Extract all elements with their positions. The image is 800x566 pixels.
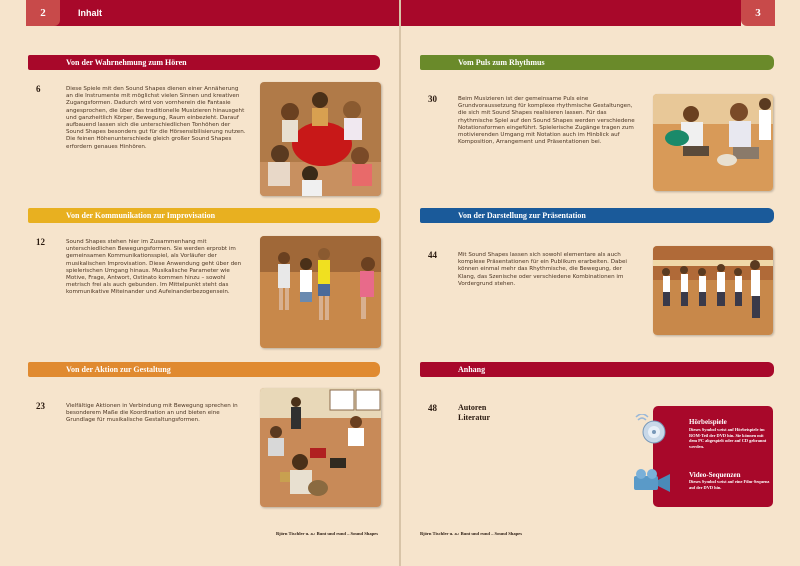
photo-children-performance [653, 246, 773, 335]
video-camera-icon [632, 468, 672, 494]
page-title: Inhalt [78, 8, 102, 18]
photo-children-circle [260, 82, 381, 196]
section-page-number: 48 [428, 403, 437, 413]
audio-legend-text: Dieses Symbol weist auf Hörbeispiele im ROM-Teil der DVD hin. Sie können mit dem PC abgespielt oder auf CD gebrannt werden. [689, 427, 767, 449]
toc-entry-autoren: Autoren [458, 403, 487, 412]
photo-children-drums [653, 94, 773, 191]
video-legend-title: Video-Sequenzen [689, 471, 741, 479]
header-bar-right [401, 0, 741, 26]
section-description: Sound Shapes stehen hier im Zusammenhang mit unterschiedlichen Bewegungsformen. Sie werden erprobt im gemeinsamen Kommunikationsspiel, als Vorläufer der musikalischen Improvisation. Diese Anwendung geht über den spielerischen Umgang hinaus. Musikalische Parameter wie Motive, Frage, Antwort, Ostinato kommen hinzu – sowohl metrisch frei als auch gebunden. Im Mittelpunkt steht das kommunikative Miteinander und Aufeinanderbezogensein. [66, 239, 242, 296]
section-bar-puls: Vom Puls zum Rhythmus [420, 55, 774, 70]
footer-right: Björn Tischler u. a.: Bunt und rund – Sound Shapes [420, 531, 522, 536]
section-description: Mit Sound Shapes lassen sich sowohl elementare als auch komplexe Präsentationen für ein Publikum erarbeiten. Dabei können einmal mehr das Rhythmische, die Bewegung, der Klang, das Szenische oder verschiedene Kombinationen im Vordergrund stehen. [458, 252, 627, 287]
left-page-number: 2 [26, 0, 60, 26]
section-page-number: 23 [36, 401, 45, 411]
section-description: Beim Musizieren ist der gemeinsame Puls eine Grundvoraussetzung für komplexe rhythmische Gestaltungen, die sich mit Sound Shapes realisieren lassen. Für das rhythmische Spiel auf den Sound Shapes werden verschiedene Notationsformen eingeführt. Spielerische Zugänge tragen zum motivierenden Umgang mit Notation auch im Hinblick auf Komposition, Arrangement und Präsentationen bei. [458, 96, 635, 146]
footer-left: Björn Tischler u. a.: Bunt und rund – Sound Shapes [276, 531, 378, 536]
page-gutter [399, 0, 401, 566]
section-description: Diese Spiele mit den Sound Shapes dienen einer Annäherung an die Instrumente mit möglichst vielen Sinnen und kreativen Zugangsformen. Dadurch wird von vornherein die Fantasie angesprochen, die über das traditionelle Musizieren hinausgeht und ganzheitlich Körper, Bewegung, Raum einbezieht. Darauf aufbauend lassen sich die unterschiedlichen Tonhöhen der Sound Shapes besonders gut für die Hörsensibilisierung nutzen. Die feinen Höhenunterschiede gleich großer Sound Shapes erfordern genaues Hinhören. [66, 86, 246, 150]
section-bar-anhang: Anhang [420, 362, 774, 377]
section-page-number: 44 [428, 250, 437, 260]
section-bar-kommunikation: Von der Kommunikation zur Improvisation [28, 208, 380, 223]
video-legend-text: Dieses Symbol weist auf eine Film-Sequenz auf der DVD hin. [689, 479, 770, 490]
audio-legend-title: Hörbeispiele [689, 418, 727, 426]
toc-entry-literatur: Literatur [458, 413, 490, 422]
section-bar-wahrnehmung: Von der Wahrnehmung zum Hören [28, 55, 380, 70]
section-bar-aktion: Von der Aktion zur Gestaltung [28, 362, 380, 377]
cd-sound-icon [634, 414, 670, 446]
section-page-number: 12 [36, 237, 45, 247]
photo-children-standing [260, 236, 381, 348]
section-description: Vielfältige Aktionen in Verbindung mit Bewegung sprechen in besonderem Maße die Koordination an und bieten eine Grundlage für musikalische Gestaltungsformen. [66, 403, 238, 424]
section-page-number: 30 [428, 94, 437, 104]
section-page-number: 6 [36, 84, 41, 94]
photo-children-floor [260, 388, 381, 507]
right-page-number: 3 [741, 0, 775, 26]
section-bar-darstellung: Von der Darstellung zur Präsentation [420, 208, 774, 223]
